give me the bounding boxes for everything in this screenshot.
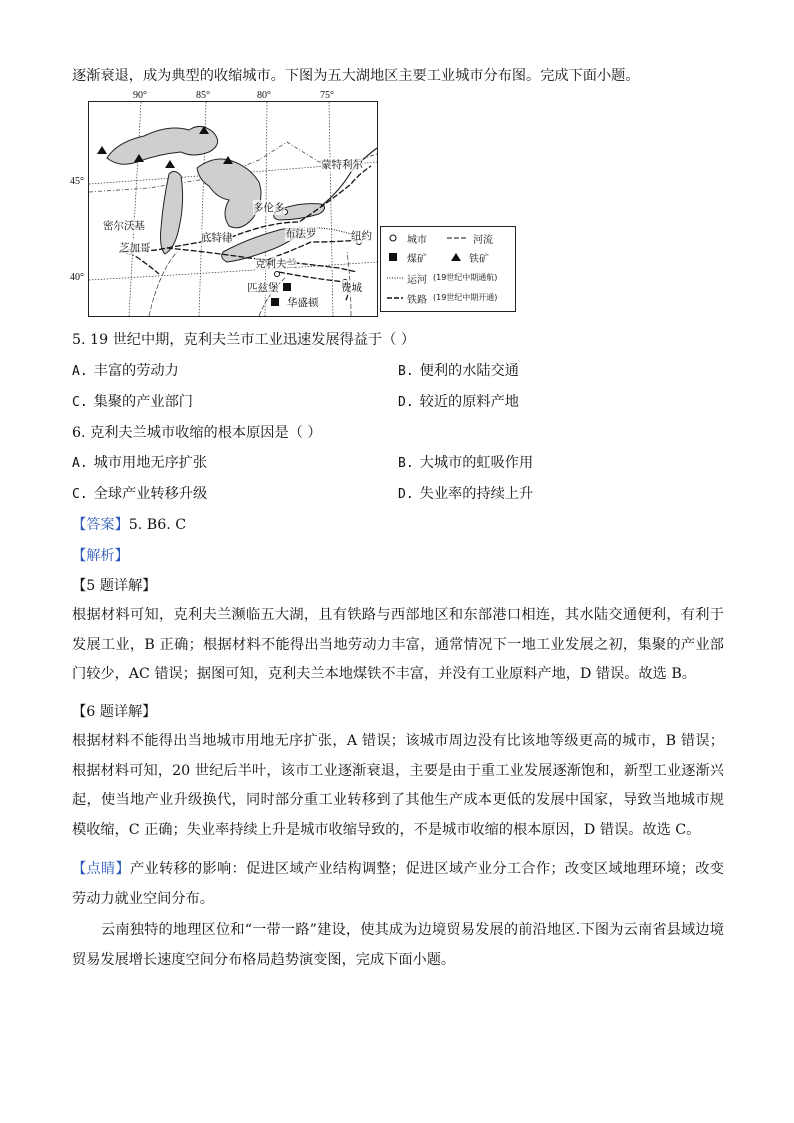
- question-6-stem: 6. 克利夫兰城市收缩的根本原因是（ ）: [72, 425, 322, 441]
- option-key: D.: [398, 487, 414, 502]
- tip-paragraph: [72, 855, 724, 914]
- city-pittsburgh: 匹兹堡: [247, 282, 279, 294]
- option-text: 集聚的产业部门: [93, 394, 193, 410]
- longitude-label: 90°: [133, 90, 147, 101]
- legend-iron: 铁矿: [469, 254, 489, 265]
- option-text: 失业率的持续上升: [419, 486, 534, 502]
- q5-option-d: [398, 392, 519, 413]
- option-key: D.: [398, 395, 414, 410]
- city-new-york: 纽约: [351, 230, 372, 242]
- latitude-label: 45°: [70, 176, 84, 187]
- q6-option-d: [398, 484, 533, 505]
- option-text: 大城市的虹吸作用: [419, 455, 534, 471]
- q5-option-b: [398, 361, 519, 382]
- city-philadelphia: 费城: [341, 282, 362, 294]
- legend-railway-note: (19世纪中期开通): [433, 293, 498, 302]
- legend-city: 城市: [407, 235, 427, 246]
- detail-6-text: 根据材料不能得出当地城市用地无序扩张，A 错误；该城市周边没有比该地等级更高的城市，B 错误；根据材料可知，20 世纪后半叶，该市工业逐渐衰退，主要是由于重工业发展逐渐饱和，新型工业逐渐兴起，使当地产业升级换代，同时部分重工业转移到了其他生产成本更低的发展中国家，导致当地城市规模收缩，C 正确；失业率持续上升是城市收缩导致的，不是城市收缩的根本原因，D 错误。故选 C。: [72, 733, 724, 838]
- q6-option-c: [72, 484, 207, 505]
- tip-text: 产业转移的影响：促进区域产业结构调整；促进区域产业分工合作；改变区域地理环境；改变劳动力就业空间分布。: [72, 861, 724, 907]
- city-toronto: 多伦多: [253, 202, 285, 214]
- detail-5-text: 根据材料可知，克利夫兰濒临五大湖，且有铁路与西部地区和东部港口相连，其水陆交通便利，有利于发展工业，B 正确；根据材料不能得出当地劳动力丰富，通常情况下一地工业发展之初，集聚的产业部门较少，AC 错误；据图可知，克利夫兰本地煤铁不丰富，并没有工业原料产地，D 错误。故选 B。: [72, 607, 724, 682]
- coal-marker: [283, 283, 291, 291]
- legend-canal-note: (19世纪中期通航): [433, 273, 498, 282]
- option-key: B.: [398, 456, 414, 471]
- option-key: B.: [398, 364, 414, 379]
- city-chicago: 芝加哥: [119, 242, 151, 254]
- map-legend: [380, 226, 516, 312]
- legend-railway: 铁路: [407, 295, 427, 306]
- city-montreal: 蒙特利尔: [321, 159, 363, 171]
- option-text: 城市用地无序扩张: [93, 455, 208, 471]
- detail-5-label: 【5 题详解】: [72, 578, 157, 594]
- option-text: 全球产业转移升级: [93, 486, 208, 502]
- legend-coal: 煤矿: [407, 254, 427, 265]
- option-text: 便利的水陆交通: [419, 363, 519, 379]
- longitude-label: 75°: [320, 90, 334, 101]
- q5-option-a: [72, 361, 179, 382]
- city-cleveland: 克利夫兰: [255, 258, 297, 270]
- q6-option-b: [398, 453, 533, 474]
- q6-option-a: [72, 453, 207, 474]
- option-text: 较近的原料产地: [419, 394, 519, 410]
- option-text: 丰富的劳动力: [93, 363, 179, 379]
- q5-option-c: [72, 392, 193, 413]
- city-washington: 华盛顿: [287, 297, 319, 309]
- legend-river: 河流: [473, 235, 493, 246]
- longitude-label: 80°: [257, 90, 271, 101]
- answer-label: 【答案】: [72, 517, 129, 533]
- answer-text: 5. B6. C: [128, 517, 187, 533]
- next-section-intro: 云南独特的地理区位和“一带一路”建设，使其成为边境贸易发展的前沿地区.下图为云南省县域边境贸易发展增长速度空间分布格局趋势演变图，完成下面小题。: [72, 922, 724, 968]
- question-5-stem: 5. 19 世纪中期，克利夫兰市工业迅速发展得益于（ ）: [72, 332, 416, 348]
- tip-label: 【点睛】: [72, 861, 130, 877]
- intro-text: 逐渐衰退，成为典型的收缩城市。下图为五大湖地区主要工业城市分布图。完成下面小题。: [72, 68, 640, 84]
- option-key: A.: [72, 364, 88, 379]
- latitude-label: 40°: [70, 272, 84, 283]
- legend-canal: 运河: [407, 275, 427, 286]
- city-buffalo: 布法罗: [285, 228, 317, 240]
- map-graphic: [89, 102, 377, 316]
- longitude-label: 85°: [196, 90, 210, 101]
- city-milwaukee: 密尔沃基: [103, 220, 145, 232]
- detail-6-label: 【6 题详解】: [72, 704, 157, 720]
- answer-line: [72, 515, 186, 535]
- option-key: C.: [72, 487, 88, 502]
- city-detroit: 底特律: [201, 232, 233, 244]
- option-key: A.: [72, 456, 88, 471]
- option-key: C.: [72, 395, 88, 410]
- analysis-label: 【解析】: [72, 548, 129, 564]
- coal-marker: [271, 298, 279, 306]
- great-lakes-map: [88, 101, 378, 317]
